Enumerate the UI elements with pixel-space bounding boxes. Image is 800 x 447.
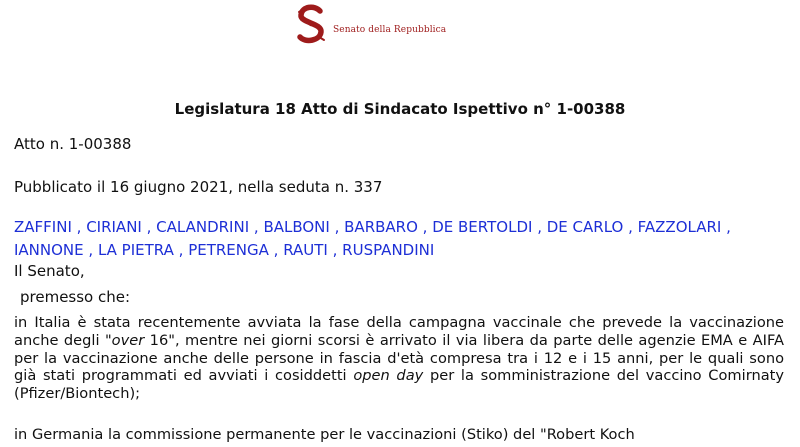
author-link[interactable]: FAZZOLARI (637, 218, 722, 236)
author-separator: , (623, 218, 638, 236)
paragraph-germania: in Germania la commissione permanente per le vaccinazioni (Stiko) del "Robert Koch (14, 426, 635, 443)
author-link[interactable]: ZAFFINI (14, 218, 72, 236)
author-separator: , (329, 218, 345, 236)
author-link[interactable]: PETRENGA (188, 241, 269, 259)
author-separator: , (721, 218, 731, 236)
paragraph-italia-em-openday: open day (353, 367, 424, 385)
senate-logo (293, 2, 446, 46)
author-link[interactable]: RAUTI (283, 241, 328, 259)
author-link[interactable]: RUSPANDINI (342, 241, 435, 259)
author-separator: , (417, 218, 433, 236)
author-link[interactable]: LA PIETRA (97, 241, 174, 259)
page-title: Legislatura 18 Atto di Sindacato Ispettivo n° 1-00388 (174, 100, 626, 118)
author-separator: , (173, 241, 189, 259)
senato-label: Il Senato, (14, 262, 85, 280)
premesso-label: premesso che: (20, 288, 131, 306)
paragraph-italia-text-2: 16", mentre nei giorni scorsi è arrivato il via libera da parte delle agenzie EMA e AIFA per la vaccinazione anche delle persone in fascia d'età compresa tra i 12 e i 15 anni, per le quali sono già stati programmati ed avviati i cosiddetti (14, 331, 784, 385)
author-link[interactable]: CIRIANI (86, 218, 142, 236)
paragraph-italia-text-1: in Italia è stata recentemente avviata la fase della campagna vaccinale che prevede la vaccinazione anche degli " (14, 314, 784, 349)
author-separator: , (249, 218, 264, 236)
senate-emblem-icon (293, 3, 331, 45)
paragraph-italia (14, 314, 784, 403)
author-separator: , (532, 218, 547, 236)
author-separator: , (327, 241, 343, 259)
author-link[interactable]: BARBARO (344, 218, 418, 236)
author-link[interactable]: IANNONE (14, 241, 84, 259)
atto-number: Atto n. 1-00388 (14, 135, 132, 153)
publication-info: Pubblicato il 16 giugno 2021, nella seduta n. 337 (14, 178, 383, 196)
author-separator: , (268, 241, 284, 259)
paragraph-italia-em-over: over (111, 331, 145, 349)
authors-list (14, 216, 794, 262)
author-link[interactable]: BALBONI (263, 218, 330, 236)
author-link[interactable]: DE CARLO (546, 218, 624, 236)
senate-brand: Senato della Repubblica (333, 25, 447, 35)
author-link[interactable]: DE BERTOLDI (432, 218, 533, 236)
author-separator: , (141, 218, 157, 236)
author-link[interactable]: CALANDRINI (156, 218, 250, 236)
author-separator: , (71, 218, 87, 236)
author-separator: , (83, 241, 98, 259)
paragraph-italia-text-3: per la somministrazione del vaccino Comirnaty (Pfizer/Biontech); (14, 367, 784, 403)
